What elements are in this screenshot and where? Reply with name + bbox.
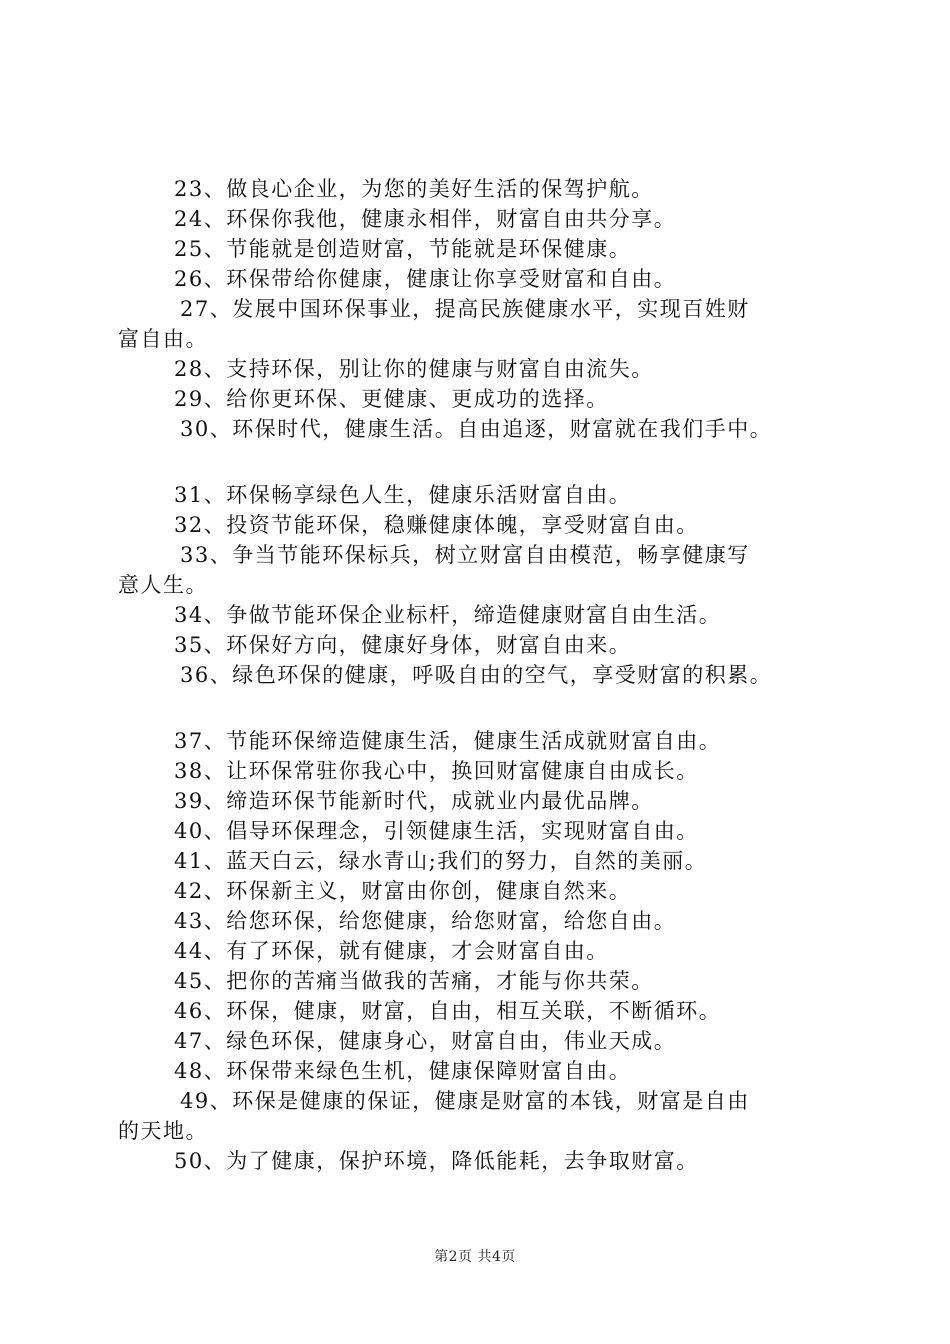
list-item-36: 36、绿色环保的健康，呼吸自由的空气，享受财富的积累。 bbox=[180, 663, 773, 687]
paragraph-gap bbox=[118, 444, 848, 480]
list-item-27-continued: 富自由。 bbox=[118, 327, 208, 351]
slogan-list bbox=[118, 174, 848, 1176]
list-item-27: 27、发展中国环保事业，提高民族健康水平，实现百姓财 bbox=[180, 297, 750, 321]
list-item-49-continued: 的天地。 bbox=[118, 1119, 208, 1143]
list-item-26: 26、环保带给你健康，健康让你享受财富和自由。 bbox=[174, 267, 677, 291]
list-item-41: 41、蓝天白云，绿水青山;我们的努力，自然的美丽。 bbox=[174, 849, 708, 873]
list-item-38: 38、让环保常驻你我心中，换回财富健康自由成长。 bbox=[174, 759, 699, 783]
list-item-39: 39、缔造环保节能新时代，成就业内最优品牌。 bbox=[174, 789, 654, 813]
list-item-47: 47、绿色环保，健康身心，财富自由，伟业天成。 bbox=[174, 1029, 677, 1053]
list-item-32: 32、投资节能环保，稳赚健康体魄，享受财富自由。 bbox=[174, 513, 699, 537]
list-item-46: 46、环保，健康，财富，自由，相互关联，不断循环。 bbox=[174, 999, 722, 1023]
list-item-33: 33、争当节能环保标兵，树立财富自由模范，畅享健康写 bbox=[180, 543, 750, 567]
page-indicator: 第2页 共4页 bbox=[434, 1249, 516, 1265]
list-item-37: 37、节能环保缔造健康生活，健康生活成就财富自由。 bbox=[174, 729, 722, 753]
list-item-44: 44、有了环保，就有健康，才会财富自由。 bbox=[174, 939, 609, 963]
page-footer bbox=[0, 1246, 950, 1266]
list-item-24: 24、环保你我他，健康永相伴，财富自由共分享。 bbox=[174, 207, 677, 231]
list-item-29: 29、给你更环保、更健康、更成功的选择。 bbox=[174, 387, 609, 411]
paragraph-gap bbox=[118, 690, 848, 726]
list-item-34: 34、争做节能环保企业标杆，缔造健康财富自由生活。 bbox=[174, 603, 722, 627]
list-item-30: 30、环保时代，健康生活。自由追逐，财富就在我们手中。 bbox=[180, 417, 773, 441]
list-item-49: 49、环保是健康的保证，健康是财富的本钱，财富是自由 bbox=[180, 1089, 750, 1113]
list-item-33-continued: 意人生。 bbox=[118, 573, 208, 597]
list-item-23: 23、做良心企业，为您的美好生活的保驾护航。 bbox=[174, 177, 654, 201]
list-item-25: 25、节能就是创造财富，节能就是环保健康。 bbox=[174, 237, 632, 261]
list-item-31: 31、环保畅享绿色人生，健康乐活财富自由。 bbox=[174, 483, 632, 507]
list-item-43: 43、给您环保，给您健康，给您财富，给您自由。 bbox=[174, 909, 677, 933]
list-item-48: 48、环保带来绿色生机，健康保障财富自由。 bbox=[174, 1059, 632, 1083]
list-item-40: 40、倡导环保理念，引领健康生活，实现财富自由。 bbox=[174, 819, 699, 843]
list-item-45: 45、把你的苦痛当做我的苦痛，才能与你共荣。 bbox=[174, 969, 654, 993]
list-item-42: 42、环保新主义，财富由你创，健康自然来。 bbox=[174, 879, 632, 903]
list-item-35: 35、环保好方向，健康好身体，财富自由来。 bbox=[174, 633, 632, 657]
list-item-50: 50、为了健康，保护环境，降低能耗，去争取财富。 bbox=[174, 1149, 699, 1173]
list-item-28: 28、支持环保，别让你的健康与财富自由流失。 bbox=[174, 357, 654, 381]
